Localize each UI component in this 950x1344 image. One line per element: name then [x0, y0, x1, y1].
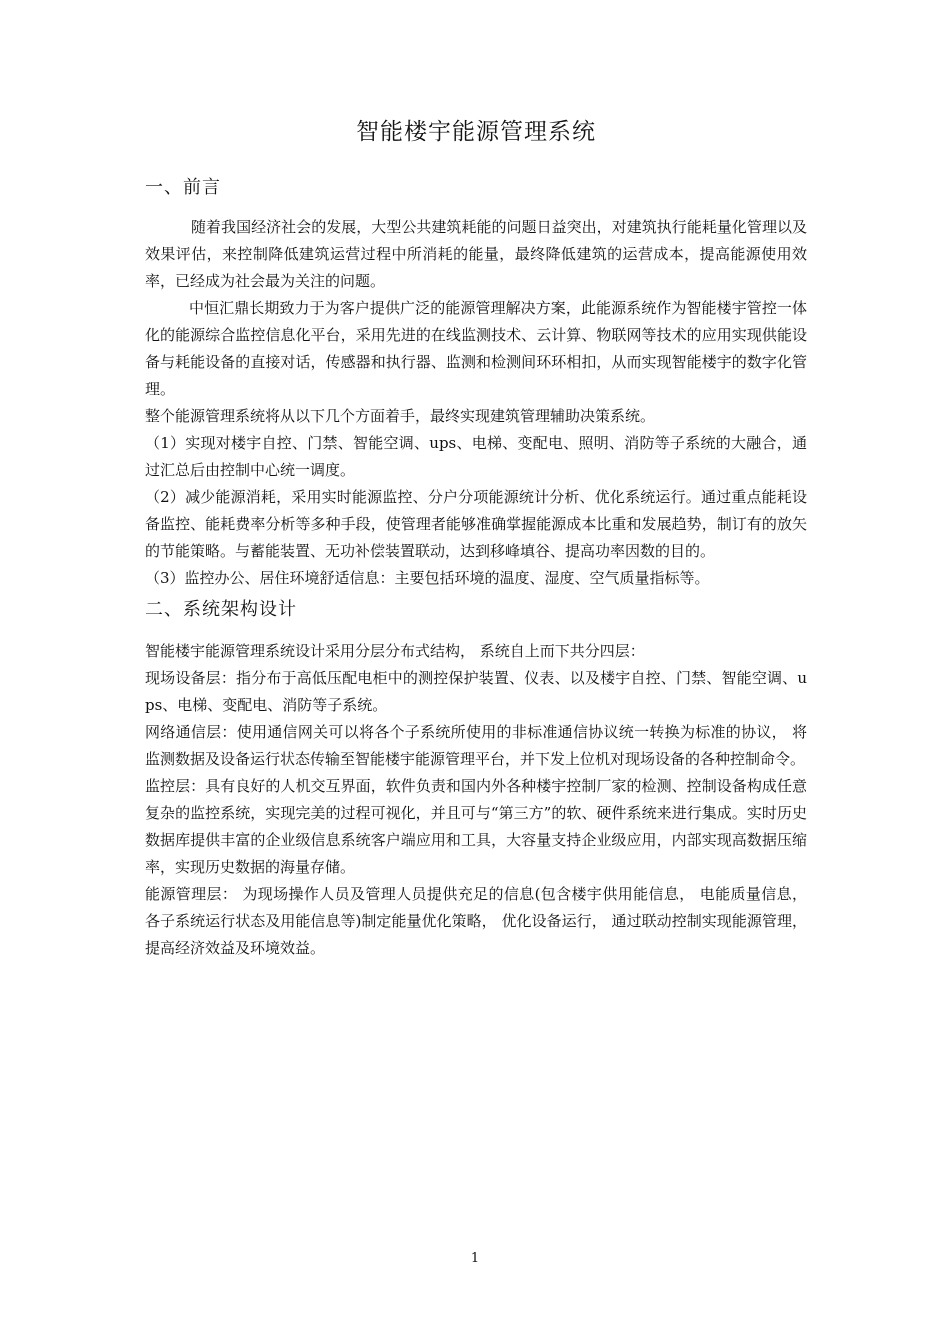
- preface-list-item-1: （1）实现对楼宇自控、门禁、智能空调、ups、电梯、变配电、照明、消防等子系统的大融合，通过汇总后由控制中心统一调度。: [145, 434, 807, 479]
- preface-paragraph-1: 随着我国经济社会的发展，大型公共建筑耗能的问题日益突出，对建筑执行能耗量化管理以及效果评估，来控制降低建筑运营过程中所消耗的能量，最终降低建筑的运营成本，提高能源使用效率，已经成为社会最为关注的问题。: [145, 218, 807, 290]
- preface-list-item-3: （3）监控办公、居住环境舒适信息：主要包括环境的温度、湿度、空气质量指标等。: [145, 569, 710, 587]
- document-title: 智能楼宇能源管理系统: [356, 119, 596, 145]
- preface-paragraph-3: 整个能源管理系统将从以下几个方面着手，最终实现建筑管理辅助决策系统。: [145, 407, 656, 425]
- architecture-energy-management-layer: 能源管理层： 为现场操作人员及管理人员提供充足的信息(包含楼宇供用能信息， 电能质量信息， 各子系统运行状态及用能信息等)制定能量优化策略， 优化设备运行， 通过联动控制实现能源管理， 提高经济效益及环境效益。: [145, 885, 807, 957]
- document-body: [145, 112, 807, 962]
- section-heading-architecture: 二、系统架构设计: [145, 599, 297, 620]
- preface-list-item-2: （2）减少能源消耗，采用实时能源监控、分户分项能源统计分析、优化系统运行。通过重点能耗设备监控、能耗费率分析等多种手段，使管理者能够准确掌握能源成本比重和发展趋势，制订有的放矢的节能策略。与蓄能装置、无功补偿装置联动，达到移峰填谷、提高功率因数的目的。: [145, 488, 807, 560]
- architecture-network-layer: 网络通信层：使用通信网关可以将各个子系统所使用的非标准通信协议统一转换为标准的协议， 将监测数据及设备运行状态传输至智能楼宇能源管理平台，并下发上位机对现场设备的各种控制命令。: [145, 723, 807, 768]
- preface-paragraph-2: 中恒汇鼎长期致力于为客户提供广泛的能源管理解决方案，此能源系统作为智能楼宇管控一体化的能源综合监控信息化平台，采用先进的在线监测技术、云计算、物联网等技术的应用实现供能设备与耗能设备的直接对话，传感器和执行器、监测和检测间环环相扣，从而实现智能楼宇的数字化管理。: [145, 299, 807, 398]
- architecture-paragraph-1: 智能楼宇能源管理系统设计采用分层分布式结构， 系统自上而下共分四层：: [145, 642, 645, 660]
- section-heading-preface: 一、前言: [145, 177, 221, 198]
- architecture-field-device-layer: 现场设备层：指分布于高低压配电柜中的测控保护装置、仪表、以及楼宇自控、门禁、智能空调、ups、电梯、变配电、消防等子系统。: [145, 669, 807, 714]
- architecture-monitoring-layer: 监控层：具有良好的人机交互界面，软件负责和国内外各种楼宇控制厂家的检测、控制设备构成任意复杂的监控系统，实现完美的过程可视化，并且可与“第三方”的软、硬件系统来进行集成。实时历史数据库提供丰富的企业级信息系统客户端应用和工具，大容量支持企业级应用，内部实现高数据压缩率，实现历史数据的海量存储。: [145, 777, 807, 876]
- page-number: 1: [470, 1251, 480, 1266]
